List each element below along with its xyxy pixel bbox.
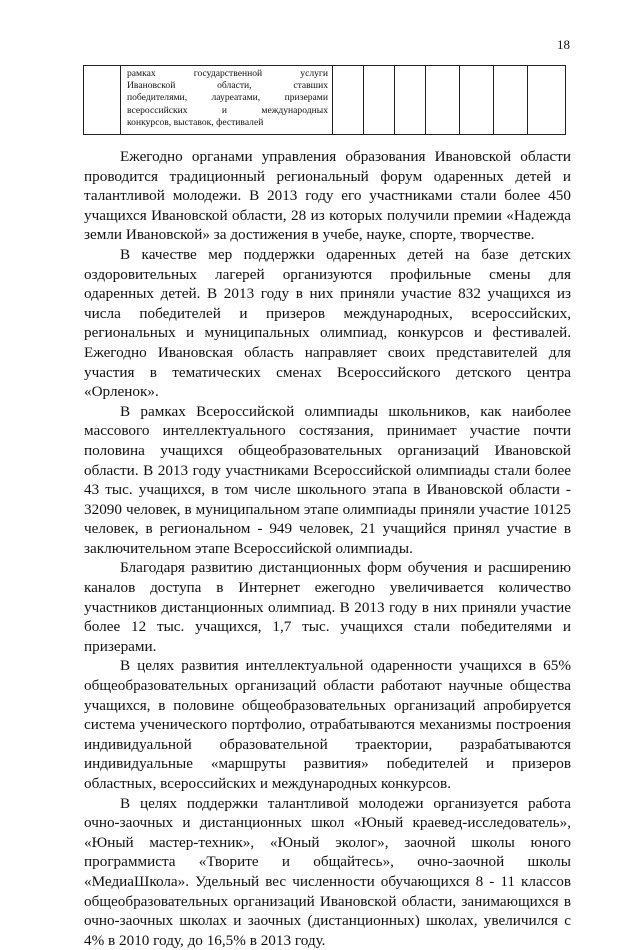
- paragraph-forum: Ежегодно органами управления образования Ивановской области проводится традиционный региональный форум одаренных детей и талантливой молодежи. В 2013 году его участниками стали более 450 учащихся Ивановской области, 28 из которых получили премии «Надежда земли Ивановской» за достижения в учебе, науке, спорте, творчестве.: [84, 148, 571, 244]
- paragraph-distance: Благодаря развитию дистанционных форм обучения и расширению каналов доступа в Интернет ежегодно увеличивается количество участников дистанционных олимпиад. В 2013 году в них приняли участие более 12 тыс. учащихся, 1,7 тыс. учащихся стали победителями и призерами.: [84, 559, 571, 655]
- body-text: [84, 147, 571, 950]
- table-fragment: [83, 65, 566, 135]
- table-cell-value: [395, 66, 426, 135]
- table-cell-description: [121, 66, 333, 135]
- paragraph-olympiad: В рамках Всероссийской олимпиады школьников, как наиболее массового интеллектуального состязания, принимает участие почти половина учащихся общеобразовательных организаций Ивановской области. В 2013 году участниками Всероссийской олимпиады стали более 43 тыс. учащихся, в том числе школьного этапа в Ивановской области - 32090 человек, в муниципальном этапе олимпиады приняли участие 10125 человек, в региональном - 949 человек, 21 учащийся принял участие в заключительном этапе Всероссийской олимпиады.: [84, 402, 571, 557]
- description-line: всероссийских и международных: [127, 104, 328, 116]
- paragraph-societies: В целях развития интеллектуальной одаренности учащихся в 65% общеобразовательных организаций области работают научные общества учащихся, в половине общеобразовательных организаций апробируется система ученического портфолио, отрабатываются механизмы построения индивидуальной образовательной траектории, разрабатываются индивидуальные «маршруты развития» победителей и призеров областных, всероссийских и международных конкурсов.: [84, 657, 571, 792]
- table-cell-value: [460, 66, 494, 135]
- description-line: Ивановской области, ставших: [127, 80, 328, 92]
- table-cell-value: [528, 66, 566, 135]
- table-cell-value: [494, 66, 528, 135]
- paragraph-schools: В целях поддержки талантливой молодежи организуется работа очно-заочных и дистанционных школ «Юный краевед-исследователь», «Юный мастер-техник», «Юный эколог», заочной школы юного программиста «Творите и общайтесь», очно-заочной школы «МедиаШкола». Удельный вес численности обучающихся 8 - 11 классов общеобразовательных организаций Ивановской области, занимающихся в очно-заочных школах и заочных (дистанционных) школах, увеличился с 4% в 2010 году, до 16,5% в 2013 году.: [84, 794, 571, 949]
- table-cell-value: [426, 66, 460, 135]
- description-line: рамках государственной услуги: [127, 68, 328, 79]
- table-cell-value: [333, 66, 364, 135]
- description-line: конкурсов, выставок, фестивалей: [127, 116, 264, 128]
- page-number: 18: [557, 37, 570, 52]
- description-line: победителями, лауреатами, призерами: [127, 92, 328, 104]
- table-cell-value: [364, 66, 395, 135]
- paragraph-camps: В качестве мер поддержки одаренных детей на базе детских оздоровительных лагерей организуются профильные смены для одаренных детей. В 2013 году в них приняли участие 832 учащихся из числа победителей и призеров международных, всероссийских, региональных и муниципальных олимпиад, конкурсов и фестивалей. Ежегодно Ивановская область направляет своих представителей для участия в тематических сменах Всероссийского детского центра «Орленок».: [84, 245, 571, 401]
- table-cell-number: [84, 66, 121, 135]
- table-row: [84, 66, 566, 135]
